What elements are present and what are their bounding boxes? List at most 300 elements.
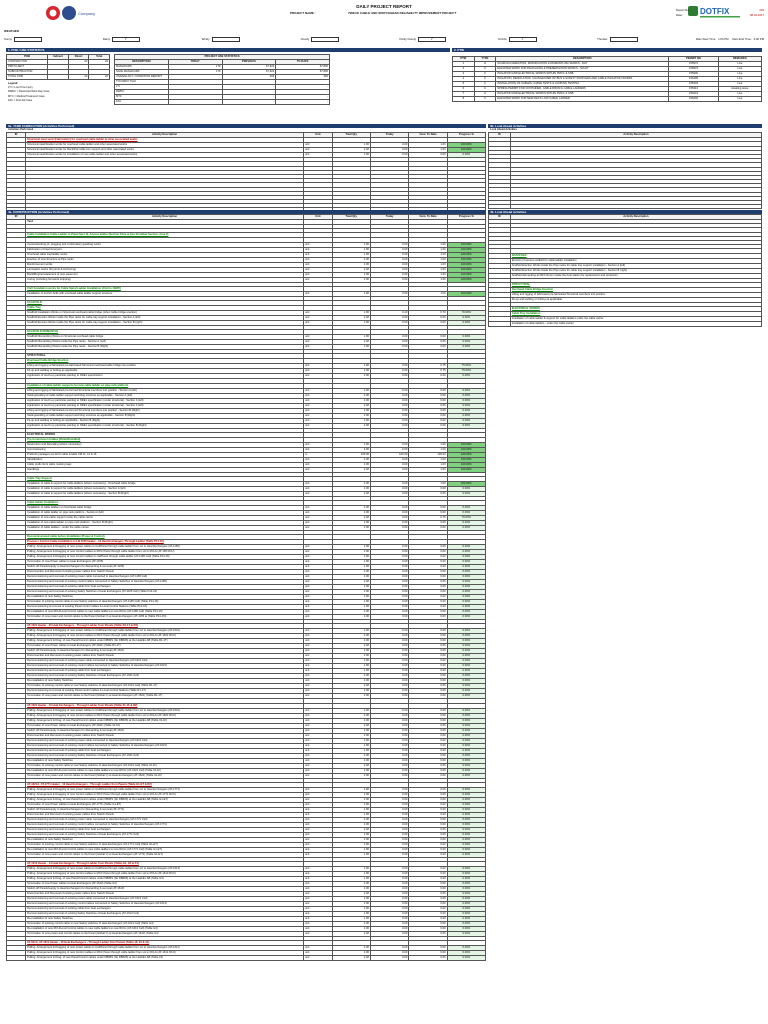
progress-cell: 0.00% xyxy=(447,827,485,832)
today-cell: 0.00 xyxy=(371,897,409,902)
total-qty-cell: 1.00 xyxy=(332,852,370,857)
today-cell: 0.00 xyxy=(371,511,409,516)
unit-cell: unit xyxy=(303,291,332,296)
unit-cell: unit xyxy=(303,462,332,467)
section-construction xyxy=(6,210,486,961)
total-qty-cell: 1.00 xyxy=(332,511,370,516)
cum-to-date-cell: 0.00 xyxy=(409,605,447,610)
weather-option xyxy=(4,37,99,42)
group-heading-text: Overhead Cable Bridge Erection xyxy=(26,359,304,364)
progress-cell: 0.00% xyxy=(447,956,485,961)
cum-to-date-cell: 0.00 xyxy=(409,872,447,877)
column-header: Progress % xyxy=(447,133,485,138)
column-header: Today xyxy=(371,215,409,220)
today-cell: 0.00 xyxy=(371,413,409,418)
column-header: Direct xyxy=(68,55,89,60)
unit-cell: unit xyxy=(303,887,332,892)
unit-cell: unit xyxy=(303,758,332,763)
activity-description: Scaffold Dismantling Works inside the Pipe racks - Section B (Right) xyxy=(26,345,304,350)
total-qty-cell: 1.00 xyxy=(332,257,370,262)
column-header: TODAY xyxy=(168,60,222,65)
cum-to-date-cell: 0.00 xyxy=(409,738,447,743)
cum-to-date-cell: 1.00 xyxy=(409,257,447,262)
progress-cell: 0.00% xyxy=(447,590,485,595)
cum-to-date-cell: 0.00 xyxy=(409,802,447,807)
total-qty-cell: 1.00 xyxy=(332,758,370,763)
today-cell: 0.00 xyxy=(371,927,409,932)
total-qty-cell: 1.00 xyxy=(332,877,370,882)
today-cell: 0.00 xyxy=(371,486,409,491)
section-pob-hse xyxy=(6,48,450,105)
progress-cell: 0.00% xyxy=(447,748,485,753)
table-cell: 67,800 xyxy=(276,70,330,75)
progress-cell: 100.00% xyxy=(447,247,485,252)
weather-row xyxy=(4,36,764,43)
activity-description: Lamination works (for joints & Anchoring) xyxy=(26,267,304,272)
section-construction-lookahead xyxy=(488,210,762,327)
table-cell: 0.00 xyxy=(371,153,409,158)
progress-cell: 0.00% xyxy=(447,917,485,922)
column-header: Activity Description xyxy=(26,133,304,138)
activity-description: Decommissioning and removal of existing power cable connected to Heat Exchangers (AT-1165 Cell) xyxy=(26,575,304,580)
cum-to-date-cell: 100.00 xyxy=(409,452,447,457)
total-qty-cell: 1.00 xyxy=(332,917,370,922)
unit-cell: unit xyxy=(303,369,332,374)
activity-description: Disconnection and Removal of existing power cables from Switch Panels xyxy=(26,654,304,659)
today-cell: 0.00 xyxy=(371,758,409,763)
total-qty-cell: 1.00 xyxy=(332,922,370,927)
unit-cell: unit xyxy=(303,335,332,340)
table-cell: H xyxy=(474,62,496,67)
progress-cell: 0.00% xyxy=(447,340,485,345)
table-cell: Awaiting issue xyxy=(718,87,761,92)
unit-cell: unit xyxy=(303,262,332,267)
section-yard-lookahead xyxy=(488,124,762,209)
progress-cell: 0.00% xyxy=(447,679,485,684)
total-qty-cell: 1.00 xyxy=(332,575,370,580)
activity-description: Decommissioning and removal of existing power cable connected to Heat Exchangers (AT-1621 Cell) xyxy=(26,659,304,664)
unit-cell: unit xyxy=(303,951,332,956)
total-qty-cell: 1.00 xyxy=(332,694,370,699)
table-cell xyxy=(48,75,69,80)
total-qty-cell: 1.00 xyxy=(332,718,370,723)
unit-cell: unit xyxy=(303,634,332,639)
unit-cell: unit xyxy=(303,827,332,832)
section-bar-construction-lookahead: 4b. Look Ahead Activities xyxy=(488,210,762,214)
unit-cell: unit xyxy=(303,521,332,526)
activity-description: Lifting and rigging of fabricated pre-formed Structural members into position - Section B (Right) xyxy=(26,408,304,413)
cum-to-date-cell: 0.00 xyxy=(409,694,447,699)
lookahead-description: ELECTRICAL WORKS xyxy=(510,306,761,311)
progress-cell: 0.00% xyxy=(447,694,485,699)
progress-cell: 0.00% xyxy=(447,847,485,852)
table-cell: C xyxy=(474,87,496,92)
progress-cell: 100.00% xyxy=(447,277,485,282)
table-cell: FAC xyxy=(115,100,169,105)
cum-to-date-cell: 0.00 xyxy=(409,555,447,560)
activity-description: Pulling, Arrangement & Dragging of new Control cables to MCC Panel through cable ladder from sct to RCUs (AT-1771 RCU) xyxy=(26,792,304,797)
unit-cell: unit xyxy=(303,773,332,778)
today-cell: 0.00 xyxy=(371,442,409,447)
table-cell: C xyxy=(474,72,496,77)
progress-cell: 100.00% xyxy=(447,481,485,486)
activity-description: Re-installation of new RCU/Local Control cables to new cable ladders to new RCUs (AT-1621 Cell) (Table 31-1F) xyxy=(26,768,304,773)
today-cell: 0.00 xyxy=(371,570,409,575)
today-cell: 0.00 xyxy=(371,423,409,428)
column-header: Total Qty. xyxy=(332,215,370,220)
unit-cell: unit xyxy=(303,674,332,679)
today-cell: 0.00 xyxy=(371,555,409,560)
total-qty-cell: 1.00 xyxy=(332,590,370,595)
today-cell: 0.00 xyxy=(371,634,409,639)
today-cell: 0.00 xyxy=(371,946,409,951)
activity-description: Scaffold Erection Works inside the Pipe racks for cable tray support installation - Section A (left) xyxy=(26,315,304,320)
activity-description: Switch-off Panels/supply to Heat Exchangers for dismantling & removal (AT-1165) xyxy=(26,565,304,570)
table-cell: - xyxy=(222,95,276,100)
rain-start-label: Rain Start Time: xyxy=(696,36,717,41)
today-cell: 0.00 xyxy=(371,565,409,570)
unit-cell: unit xyxy=(303,812,332,817)
column-header: Total xyxy=(89,55,110,60)
table-cell: LTI xyxy=(115,85,169,90)
cum-to-date-cell: 0.00 xyxy=(409,340,447,345)
cum-to-date-cell: 0.00 xyxy=(409,423,447,428)
cum-to-date-cell: 0.70 xyxy=(409,310,447,315)
unit-cell: unit xyxy=(303,526,332,531)
today-cell: 0.00 xyxy=(371,369,409,374)
column-header: ID xyxy=(7,215,26,220)
weather-option-label: Thunder xyxy=(597,36,608,41)
activity-description: Switch-off Panels/supply to Heat Exchangers for dismantling & removal (AT-1613) xyxy=(26,887,304,892)
progress-cell: 0.00% xyxy=(447,872,485,877)
progress-cell: 0.00% xyxy=(447,743,485,748)
today-cell: 0.00 xyxy=(371,728,409,733)
cum-to-date-cell: 0.00 xyxy=(409,758,447,763)
cum-to-date-cell: 0.00 xyxy=(409,837,447,842)
total-qty-cell: 1.00 xyxy=(332,684,370,689)
cum-to-date-cell: 0.00 xyxy=(409,951,447,956)
today-cell: 0.00 xyxy=(371,917,409,922)
cum-to-date-cell: 0.00 xyxy=(409,842,447,847)
cum-to-date-cell: 0.00 xyxy=(409,345,447,350)
legend-list xyxy=(6,86,110,103)
total-qty-cell: 1.00 xyxy=(332,817,370,822)
blank-cell xyxy=(489,205,511,209)
activity-description: Re-installation of new Safety Switches xyxy=(26,679,304,684)
section-subtitle-activities: Activities Performed xyxy=(8,128,34,131)
total-qty-cell: 1.00 xyxy=(332,674,370,679)
activity-description: Pulling, Arrangement & Dragging of new Control cables to MCC Panel through cable ladder from sct to RCUs (AT-1611 RCU) xyxy=(26,951,304,956)
progress-cell: 0.00% xyxy=(447,882,485,887)
table-cell: 67,624 xyxy=(222,65,276,70)
total-qty-cell: 1.00 xyxy=(332,634,370,639)
unit-cell: unit xyxy=(303,511,332,516)
activity-description: Application of touch-up paint/site painting to NDE1 specification (under structural) - Section A (left) xyxy=(26,398,304,403)
lookahead-description: SCAFFOLD xyxy=(510,253,761,258)
total-qty-cell: 1.00 xyxy=(332,364,370,369)
table-cell: 156499 xyxy=(669,77,718,82)
activity-description: Fabrication of tray/conveyors xyxy=(26,247,304,252)
cum-to-date-cell: 1.00 xyxy=(409,277,447,282)
today-cell: 0.00 xyxy=(371,812,409,817)
cum-to-date-cell: 0.00 xyxy=(409,398,447,403)
section-bar-yard-lookahead: 3b. Look Ahead Activities xyxy=(488,124,762,128)
activity-description: Decommissioning and removal of existing Safety Switches of Heat Exchangers (AT-1613 Cell) xyxy=(26,912,304,917)
unit-cell: unit xyxy=(303,252,332,257)
table-cell: TOOLBOX TALK xyxy=(115,80,169,85)
table-cell: - xyxy=(276,100,330,105)
activity-description: Decommissioning and removal of existing control cables connected to Safety Switches of Heat Exchangers (AT-1621) xyxy=(26,664,304,669)
unit-cell: unit xyxy=(303,388,332,393)
table-cell: TOTAL POB xyxy=(7,75,48,80)
unit-cell: unit xyxy=(303,242,332,247)
weather-checkbox[interactable] xyxy=(14,37,42,42)
activity-description: Decommissioning and removal of existing cable from heat exchangers xyxy=(26,827,304,832)
section-subtitle-lookahead: Look Ahead Activities xyxy=(490,128,517,131)
cum-to-date-cell: 1.00 xyxy=(409,252,447,257)
unit-cell: unit xyxy=(303,644,332,649)
weather-checkbox[interactable]: ✓ xyxy=(418,37,446,42)
today-cell: 0.00 xyxy=(371,629,409,634)
total-qty-cell: 1.00 xyxy=(332,413,370,418)
cum-to-date-cell: 0.00 xyxy=(409,634,447,639)
today-cell: 0.00 xyxy=(371,615,409,620)
unit-cell: unit xyxy=(303,852,332,857)
progress-cell: 0.00% xyxy=(447,946,485,951)
activity-description: Access/working pit, plugging and confirmatory gas/drag works xyxy=(26,242,304,247)
today-cell: 0.00 xyxy=(371,877,409,882)
weather-option-label: Sunny xyxy=(4,36,12,41)
cum-to-date-cell: 0.00 xyxy=(409,956,447,961)
activity-description: Decommissioning and removal of existing power cable connected to Heat Exchangers (AT-1613 Cell) xyxy=(26,897,304,902)
total-qty-cell: 1.00 xyxy=(332,272,370,277)
cum-to-date-cell: 0.00 xyxy=(409,946,447,951)
today-cell: 0.00 xyxy=(371,733,409,738)
cum-to-date-cell: 0.00 xyxy=(409,393,447,398)
total-qty-cell: 1.00 xyxy=(332,610,370,615)
activity-description: Decommissioning and removal of existing control cables connected to Safety Switches of Heat Exchangers (AT-1613) xyxy=(26,902,304,907)
progress-cell: 0.00% xyxy=(447,388,485,393)
total-qty-cell: 1.00 xyxy=(332,713,370,718)
total-qty-cell: 1.00 xyxy=(332,679,370,684)
total-qty-cell: 1.00 xyxy=(332,320,370,325)
activity-description: Installation of cable ladder on pipe rack platform - Section A (left) xyxy=(26,511,304,516)
group-heading-text: Decommissioned cable before Installation (Power & Control) xyxy=(26,535,304,540)
unit-cell: unit xyxy=(303,837,332,842)
activity-description: Pulling, Arrangement & Dragging of new power cables to Cell/Panel through cable ladder from sct to Heat Exchangers (AT-1165) xyxy=(26,545,304,550)
legend-item: LTI = Lost Time Injury xyxy=(8,86,33,90)
table-cell: - xyxy=(222,90,276,95)
progress-cell: 100.00% xyxy=(447,252,485,257)
progress-cell: 0.00% xyxy=(447,842,485,847)
unit-cell: unit xyxy=(303,565,332,570)
column-header: Indirect xyxy=(48,55,69,60)
cum-to-date-cell: 0.00 xyxy=(409,491,447,496)
today-cell: 0.00 xyxy=(371,847,409,852)
total-qty-cell: 1.00 xyxy=(332,560,370,565)
today-cell: 0.00 xyxy=(371,694,409,699)
activity-description: Switch-off Panels/supply to Heat Exchangers for dismantling & removal (AT-1621) xyxy=(26,728,304,733)
today-cell: 0.00 xyxy=(371,595,409,600)
total-qty-cell: 1.00 xyxy=(332,797,370,802)
today-cell: 0.00 xyxy=(371,521,409,526)
activity-description: Termination of existing control cable to new Safety switches of Heat Exchangers (AT-1621 Cell) (Table 31-1F) xyxy=(26,763,304,768)
progress-cell: 0.00% xyxy=(447,758,485,763)
unit-cell: unit xyxy=(303,946,332,951)
today-cell: 0.00 xyxy=(371,882,409,887)
cum-to-date-cell: 0.00 xyxy=(409,748,447,753)
group-heading-text: Process / Control Cable Installation to LB 1165 Heater - 13 Heat Exchangers Through Ladder (Table P14-16) xyxy=(26,540,304,545)
unit-cell: unit xyxy=(303,486,332,491)
activity-description: Disconnection and Removal of existing power cables from Switch Panels xyxy=(26,812,304,817)
table-cell: 5 xyxy=(453,82,475,87)
unit-cell: unit xyxy=(303,927,332,932)
total-qty-cell: 1.00 xyxy=(332,506,370,511)
unit-cell: unit xyxy=(303,902,332,907)
cum-to-date-cell: 0.00 xyxy=(409,912,447,917)
table-cell: 155303 xyxy=(669,82,718,87)
total-qty-cell: 1.00 xyxy=(332,897,370,902)
activity-description: Scaffold Installation Works on Structural overhead cable bridge (other Cable bridge erection) xyxy=(26,310,304,315)
today-cell: 0.00 xyxy=(371,684,409,689)
group-heading-text: Pre-Commission Cables (Pulled/Installed) xyxy=(26,437,304,442)
yard-lookahead-table xyxy=(488,132,762,209)
today-cell: 0.00 xyxy=(371,768,409,773)
progress-cell: 0.00% xyxy=(447,792,485,797)
progress-cell: 0.00% xyxy=(447,615,485,620)
today-cell: 0.00 xyxy=(371,832,409,837)
total-qty-cell: 1.00 xyxy=(332,743,370,748)
today-cell: 0.00 xyxy=(371,580,409,585)
total-qty-cell: 1.00 xyxy=(332,467,370,472)
cum-to-date-cell: 0.00 xyxy=(409,335,447,340)
activity-description: Termination of existing control cable to new Safety switches of Heat Exchangers (AT-1613 Cell) (Table G4) xyxy=(26,922,304,927)
weather-checkbox[interactable] xyxy=(212,37,240,42)
group-heading-text: Yard xyxy=(26,220,304,225)
unit-cell: unit xyxy=(303,442,332,447)
activity-description: Fit-up and welding or bolting as applicable xyxy=(26,369,304,374)
total-qty-cell: 1.00 xyxy=(332,521,370,526)
total-qty-cell: 1.00 xyxy=(332,768,370,773)
activity-description: Installation of cable & support for cable ladders (where necessary) - Section A (left) xyxy=(26,486,304,491)
activity-description: Decommissioning and removal of existing Safety Switches of Heat Exchangers (AT-1771 Cell) xyxy=(26,832,304,837)
group-heading-text: ELECTRICAL WORKS xyxy=(26,432,304,437)
total-qty-cell: 1.00 xyxy=(332,242,370,247)
weather-option xyxy=(301,37,396,42)
today-cell: 0.00 xyxy=(371,753,409,758)
unit-cell: unit xyxy=(303,257,332,262)
progress-cell: 0.00% xyxy=(447,902,485,907)
today-cell: 0.00 xyxy=(371,418,409,423)
total-qty-cell: 1.00 xyxy=(332,842,370,847)
unit-cell: unit xyxy=(303,605,332,610)
progress-cell: 0.00% xyxy=(447,413,485,418)
cum-to-date-cell: 0.00 xyxy=(409,374,447,379)
today-cell: 0.00 xyxy=(371,605,409,610)
table-cell xyxy=(168,100,222,105)
total-qty-cell: 1.00 xyxy=(332,822,370,827)
total-qty-cell: 1.00 xyxy=(332,669,370,674)
cum-to-date-cell: 1.00 xyxy=(409,447,447,452)
cum-to-date-cell: 0.00 xyxy=(409,882,447,887)
weather-checkbox[interactable]: ✓ xyxy=(112,37,140,42)
total-qty-cell: 1.00 xyxy=(332,644,370,649)
activity-description: Pulling, Arrangement & Dragging of new power cables to Cell/Panel through cable ladder from sct to Heat Exchangers (AT-1613) xyxy=(26,867,304,872)
report-title: DAILY PROJECT REPORT xyxy=(356,4,412,9)
total-qty-cell: 1.00 xyxy=(332,580,370,585)
column-header: POB xyxy=(7,55,48,60)
activity-description: Decommissioning and removal of existing control cables connected to Safety Switches of Heat Exchangers (AT-1165) xyxy=(26,580,304,585)
today-cell: 0.00 xyxy=(371,817,409,822)
unit-cell: unit xyxy=(303,364,332,369)
total-qty-cell: 1.00 xyxy=(332,565,370,570)
today-cell: 0.00 xyxy=(371,600,409,605)
table-cell: PMT/CLIENT xyxy=(7,65,48,70)
weather-checkbox[interactable] xyxy=(610,37,638,42)
table-cell: 0.00 xyxy=(371,148,409,153)
today-cell: 0.00 xyxy=(371,743,409,748)
today-cell: 0.00 xyxy=(371,364,409,369)
table-cell: INSTALLATION OF CABLES, CABLE TESTS & LOOPING TESTING xyxy=(496,82,669,87)
activity-description: Reinforcement works xyxy=(26,262,304,267)
today-cell: 0.00 xyxy=(371,907,409,912)
weather-checkbox[interactable] xyxy=(311,37,339,42)
today-cell: 0.00 xyxy=(371,902,409,907)
column-header: DESCRIPTION xyxy=(115,60,169,65)
activity-description: Lifting and rigging of fabricated pre-formed Structural members into position - Section A (left) xyxy=(26,388,304,393)
cum-to-date-cell: 0.00 xyxy=(409,403,447,408)
cum-to-date-cell: 0.00 xyxy=(409,684,447,689)
unit-cell: unit xyxy=(303,467,332,472)
unit-cell: unit xyxy=(303,659,332,664)
activity-description: Termination of new Power cables to Heat Exchangers (AT-1613) (Table G4) xyxy=(26,882,304,887)
blank-row xyxy=(489,205,762,209)
table-cell: 22 xyxy=(89,60,110,65)
weather-checkbox[interactable]: ✓ xyxy=(509,37,537,42)
unit-cell: unit xyxy=(303,763,332,768)
group-heading-text: Installation of cable-ladder supports for new cable ladder on pipe rack platform xyxy=(26,383,304,388)
total-qty-cell: 1.00 xyxy=(332,393,370,398)
unit-cell: unit xyxy=(303,393,332,398)
table-cell: 8 xyxy=(453,97,475,102)
unit-cell: unit xyxy=(303,575,332,580)
activity-description: Termination of new power and control cables to the Panel (Global C) at Heat Exchangers (AT-1613) (Table G4) xyxy=(26,932,304,937)
progress-cell: 75.00% xyxy=(447,369,485,374)
total-qty-cell: 1.00 xyxy=(332,252,370,257)
cum-to-date-cell: 1.00 xyxy=(409,467,447,472)
unit-cell: unit xyxy=(303,516,332,521)
today-cell: 0.00 xyxy=(371,262,409,267)
table-cell: - xyxy=(276,85,330,90)
unit-cell: unit xyxy=(303,842,332,847)
unit-cell: m xyxy=(303,452,332,457)
activity-description: Overhead cable tray/ladder works xyxy=(26,252,304,257)
unit-cell: unit xyxy=(303,912,332,917)
cum-to-date-cell: 0.00 xyxy=(409,575,447,580)
total-qty-cell: 1.00 xyxy=(332,388,370,393)
table-cell: 2 xyxy=(453,67,475,72)
total-qty-cell: 1.00 xyxy=(332,267,370,272)
unit-cell: unit xyxy=(303,917,332,922)
activity-description: Application of touch-up paint/site painting to NDE1 specification (under structural) - Section B (Right) xyxy=(26,423,304,428)
today-cell: 0.00 xyxy=(371,738,409,743)
table-cell: Live xyxy=(718,77,761,82)
total-qty-cell: 1.00 xyxy=(332,832,370,837)
activity-description: Commissioning xyxy=(26,447,304,452)
table-cell: 156313 xyxy=(669,87,718,92)
progress-cell: 75.00% xyxy=(447,364,485,369)
cum-to-date-cell: 0.00 xyxy=(409,718,447,723)
